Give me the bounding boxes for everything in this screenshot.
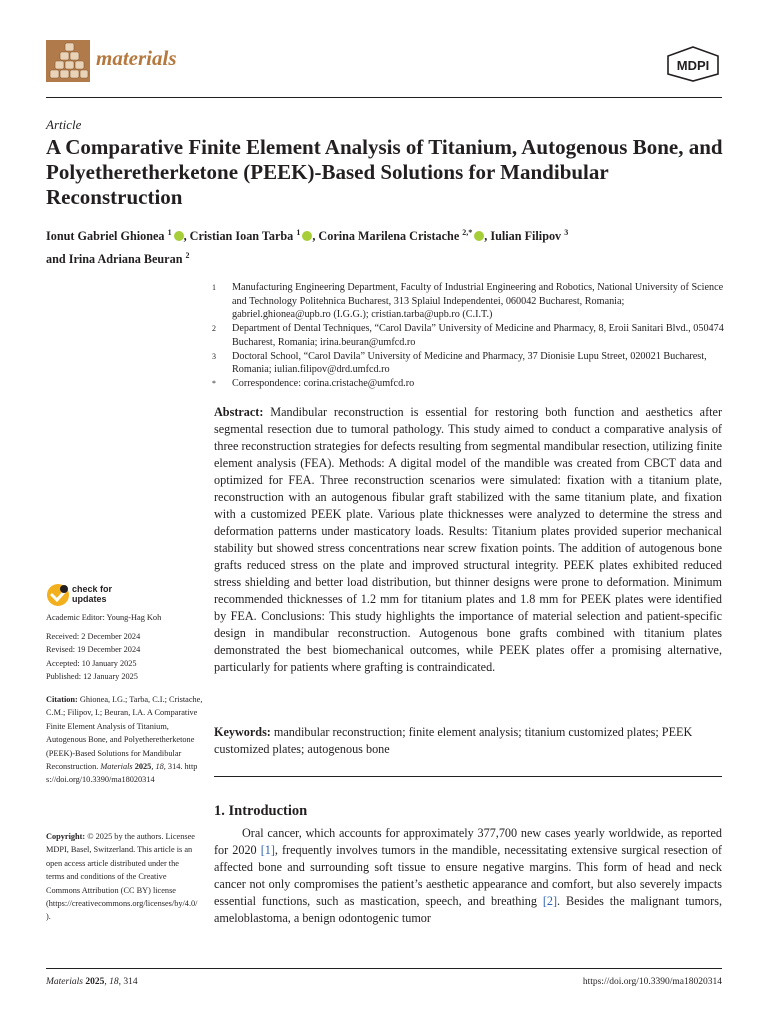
footer-doi-link[interactable]: https://doi.org/10.3390/ma18020314 (582, 977, 722, 987)
author[interactable]: Iulian Filipov $^3$ (490, 228, 569, 244)
affiliations (212, 281, 724, 391)
received-date: Received: 2 December 2024 (46, 632, 141, 641)
accepted-date: Accepted: 10 January 2025 (46, 658, 137, 668)
orcid-icon[interactable] (302, 231, 312, 241)
affiliation-item: * Correspondence: corina.cristache@umfcd.ro (212, 377, 415, 389)
author[interactable]: Ionut Gabriel Ghionea $^1$ , (46, 228, 190, 244)
mdpi-logo-text: MDPI (676, 58, 710, 73)
affiliation-item: 2 Department of Dental Techniques, “Carol Davila” University of Medicine and Pharmacy, 8, Eroii Sanitari Blvd., 050474 Bucharest, Romania; irina.beuran@umfcd.ro (212, 323, 724, 348)
section-divider (214, 776, 722, 777)
footer-divider (46, 968, 722, 969)
journal-name[interactable]: materials (96, 46, 177, 70)
dates-block (46, 630, 206, 684)
published-date: Published: 12 January 2025 (46, 672, 138, 682)
mdpi-logo-icon[interactable] (666, 46, 720, 82)
author[interactable]: and Irina Adriana Beuran $^2$ (46, 251, 190, 267)
header-divider (46, 97, 722, 98)
academic-editor: Academic Editor: Young-Hag Koh (46, 613, 162, 622)
abstract (214, 404, 722, 676)
article-type: Article (46, 117, 82, 132)
affiliation-item: 1 Manufacturing Engineering Department, Faculty of Industrial Engineering and Robotics, National University of Science and Technology Politehnica Bucharest, 313 Splaiul Independentei, 060042 Bucharest, Romania; gabriel.ghionea@upb.ro (I.G.G.); cristian.tarba@upb.ro (C.I.T.) (212, 282, 724, 321)
article-title: A Comparative Finite Element Analysis of Titanium, Autogenous Bone, and Polyetheretherketone (PEEK)-Based Solutions for Mandibular Reconstruction (46, 135, 723, 209)
doi-link[interactable]: , 314. https://doi.org/10.3390/ma18020314 (46, 762, 198, 785)
keywords-label: Keywords: (214, 725, 271, 739)
journal-logo-icon (46, 40, 90, 82)
abstract-label: Abstract: (214, 405, 264, 419)
keywords-text: mandibular reconstruction; finite element analysis; titanium customized plates; PEEK customized plates; autogenous bone (214, 725, 693, 756)
affiliation-item: 3 Doctoral School, “Carol Davila” University of Medicine and Pharmacy, 37 Dionisie Lupu Street, 020021 Bucharest, Romania; iulian.filipov@drd.umfcd.ro (212, 350, 707, 376)
author-list (46, 223, 736, 269)
citation-block: Citation: Ghionea, I.G.; Tarba, C.I.; Cristache, C.M.; Filipov, I.; Beuran, I.A. A Comparative Finite Element Analysis of Titanium, Autogenous Bone, and Polyetheretherketone (PEEK)-Based Solutions for Mandibular Reconstruction. Materials 2025, 18, 314. https://doi.org/10.3390/ma18020314 (46, 695, 203, 785)
introduction-text: Oral cancer, which accounts for approximately 377,700 new cases yearly worldwide, as reported for 2020 [1], frequently involves tumors in the mandible, necessitating extensive surgical resection of affected bone and surrounding soft tissue to ensure negative margins. This form of head and neck cancer not only compromises the patient’s aesthetic appearance and comfort, but also severely impacts essential functions, such as mastication, speech, and breathing [2]. Besides the malignant tumors, ameloblastoma, a benign odontogenic tumor (214, 826, 722, 925)
check-updates-icon (46, 582, 72, 608)
footer-citation: Materials 2025, 18, 314 (46, 977, 138, 987)
check-for-updates-button[interactable]: check for updates (46, 582, 166, 608)
keywords (214, 724, 722, 758)
section-heading: 1. Introduction (214, 803, 308, 819)
orcid-icon[interactable] (174, 231, 184, 241)
citation-link[interactable]: [2] (542, 894, 558, 908)
revised-date: Revised: 19 December 2024 (46, 645, 141, 655)
copyright-block: Copyright: © 2025 by the authors. Licensee MDPI, Basel, Switzerland. This article is an open access article distributed under the terms and conditions of the Creative Commons Attribution (CC BY) license (https://creativecommons.org/licenses/by/4.0/). (46, 832, 198, 922)
citation-link[interactable]: [1] (260, 843, 275, 857)
orcid-icon[interactable] (474, 231, 484, 241)
abstract-text: Mandibular reconstruction is essential for restoring both function and aesthetics after segmental resection due to tumoral pathology. This study aimed to conduct a comparative analysis of three reconstruction strategies for defects resulting from segmental mandibular resection, utilizing finite element analysis (FEA). Methods: A digital model of the mandible was created from CBCT data and optimized for FEA. Three reconstruction scenarios were simulated: fixation with a titanium plate, reconstruction with an autogenous fibular graft stabilized with the same titanium plate, and fixation with a customized PEEK plate. Various plate thicknesses were analyzed to determine the stress and deformation patterns under masticatory loads. Results: Titanium plates provided superior mechanical stability but showed stress concentrations near screw fixation points. The addition of autogenous bone grafts reduced stress on the plate and improved structural integrity. PEEK plates exhibited reduced stress shielding and better load distribution, but thinner designs were prone to deformation. Minimum recommended thicknesses of 1.2 mm for titanium plates and 1.8 mm for PEEK plates were identified by FEA. Conclusions: This study highlights the importance of material selection and patient-specific design in mandibular reconstruction. Autogenous bone grafts combined with titanium plates demonstrated the best biomechanical outcomes, while PEEK plates offer a promising alternative, particularly for patients where grafting is contraindicated. (214, 405, 722, 674)
author[interactable]: Corina Marilena Cristache $^{2,*}$ , (318, 228, 491, 244)
author[interactable]: Cristian Ioan Tarba $^1$ , (189, 228, 319, 244)
